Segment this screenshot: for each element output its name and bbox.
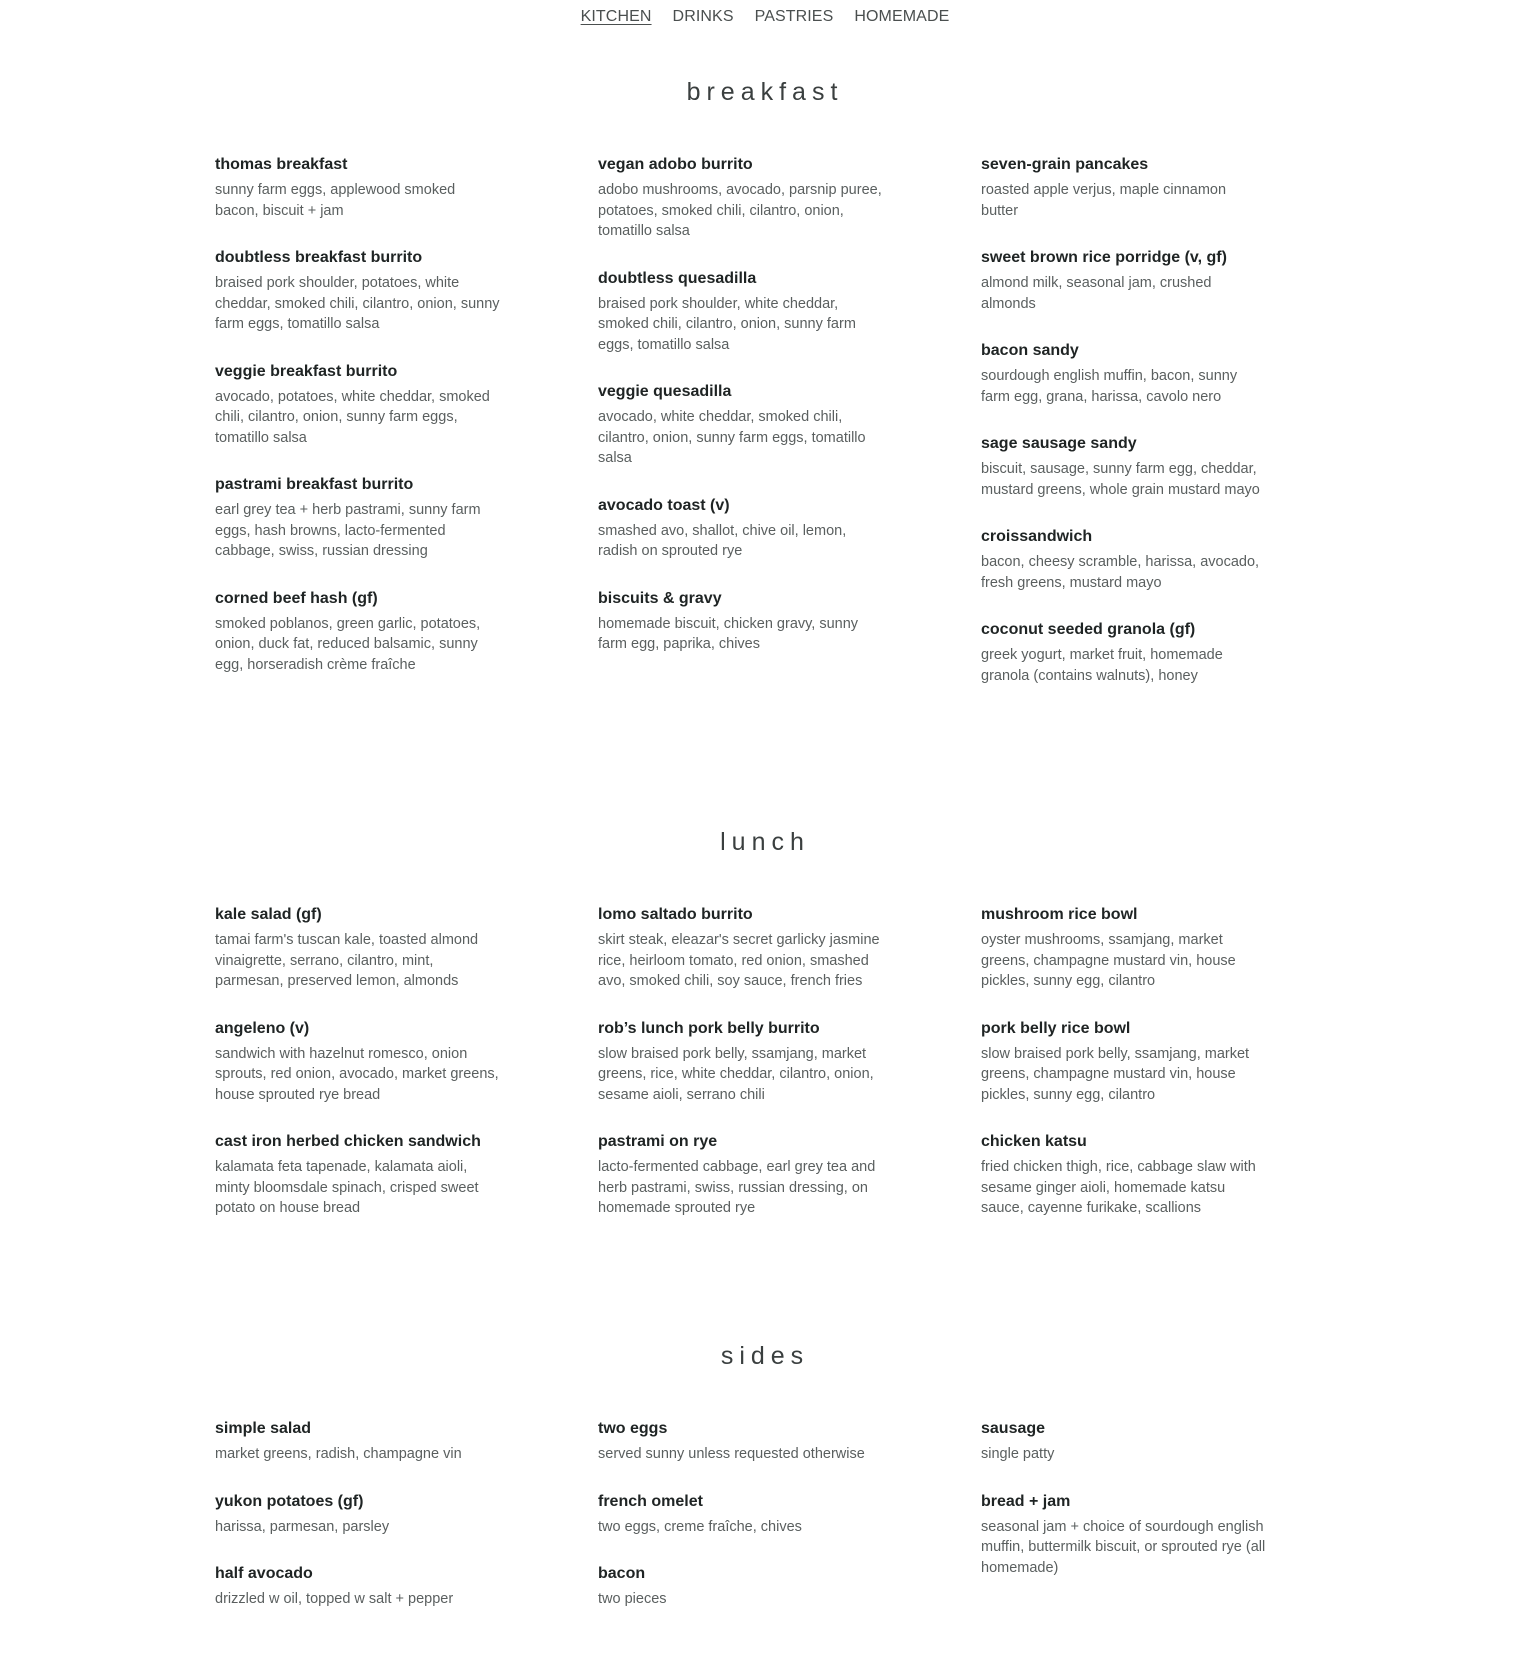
menu-item <box>981 433 1266 500</box>
item-name: bacon <box>598 1565 646 1582</box>
menu-item <box>981 1131 1266 1219</box>
item-description: sandwich with hazelnut romesco, onion sprouts, red onion, avocado, market greens, house sprouted rye bread <box>215 1045 499 1103</box>
item-name: thomas breakfast <box>215 156 348 173</box>
item-description: smashed avo, shallot, chive oil, lemon, radish on sprouted rye <box>598 522 847 559</box>
item-description: bacon, cheesy scramble, harissa, avocado, fresh greens, mustard mayo <box>981 554 1260 591</box>
item-name: croissandwich <box>981 528 1093 545</box>
menu-item <box>598 1418 883 1465</box>
item-name: bacon sandy <box>981 342 1079 359</box>
item-name: sweet brown rice porridge (v, gf) <box>981 249 1227 266</box>
item-description: almond milk, seasonal jam, crushed almonds <box>981 275 1212 312</box>
menu-item <box>215 361 500 449</box>
item-name: biscuits & gravy <box>598 589 722 607</box>
item-description: earl grey tea + herb pastrami, sunny farm eggs, hash browns, lacto-fermented cabbage, swiss, russian dressing <box>215 502 481 559</box>
item-description: avocado, white cheddar, smoked chili, cilantro, onion, sunny farm eggs, tomatillo salsa <box>598 409 866 466</box>
item-description: smoked poblanos, green garlic, potatoes, onion, duck fat, reduced balsamic, sunny egg, horseradish crème fraîche <box>215 615 481 673</box>
menu-item <box>981 1491 1266 1579</box>
item-name: coconut seeded granola (gf) <box>981 621 1196 638</box>
item-name: rob’s lunch pork belly burrito <box>598 1019 820 1037</box>
menu-item <box>981 904 1266 992</box>
item-description: kalamata feta tapenade, kalamata aioli, minty bloomsdale spinach, crisped sweet potato on house bread <box>215 1159 479 1216</box>
menu-column <box>215 1418 598 1636</box>
menu-item <box>981 154 1266 221</box>
item-name: bread + jam <box>981 1492 1071 1510</box>
item-name: half avocado <box>215 1565 313 1582</box>
item-description: greek yogurt, market fruit, homemade granola (contains walnuts), honey <box>981 647 1223 684</box>
nav-drinks-link[interactable]: DRINKS <box>672 8 734 25</box>
menu-column <box>981 904 1315 1245</box>
item-name: lomo saltado burrito <box>598 906 753 923</box>
item-name: angeleno (v) <box>215 1019 310 1037</box>
item-name: french omelet <box>598 1492 703 1510</box>
item-description: slow braised pork belly, ssamjang, market greens, rice, white cheddar, cilantro, onion, sesame aioli, serrano chili <box>598 1045 874 1103</box>
menu-item <box>215 1563 500 1610</box>
menu-item <box>598 1491 883 1538</box>
item-description: lacto-fermented cabbage, earl grey tea and herb pastrami, swiss, russian dressing, on homemade sprouted rye <box>598 1159 876 1216</box>
item-name: doubtless quesadilla <box>598 269 757 287</box>
menu-item <box>215 1018 500 1106</box>
item-description: slow braised pork belly, ssamjang, market greens, champagne mustard vin, house pickles, sunny egg, cilantro <box>981 1045 1250 1103</box>
menu-column <box>598 904 981 1245</box>
item-description: drizzled w oil, topped w salt + pepper <box>215 1591 454 1607</box>
nav-pastries-link[interactable]: PASTRIES <box>754 8 834 25</box>
menu-column <box>215 904 598 1245</box>
item-description: adobo mushrooms, avocado, parsnip puree, potatoes, smoked chili, cilantro, onion, tomatillo salsa <box>598 182 882 239</box>
sides-grid <box>215 1418 1315 1636</box>
menu-column <box>981 154 1315 712</box>
menu-item <box>215 904 500 992</box>
item-description: biscuit, sausage, sunny farm egg, cheddar, mustard greens, whole grain mustard mayo <box>981 461 1260 498</box>
menu-item <box>215 154 500 221</box>
item-description: roasted apple verjus, maple cinnamon butter <box>981 182 1227 219</box>
menu-item <box>981 247 1266 314</box>
item-name: doubtless breakfast burrito <box>215 249 423 266</box>
item-name: corned beef hash (gf) <box>215 589 378 607</box>
menu-item <box>215 588 500 676</box>
menu-item <box>598 381 883 469</box>
item-name: two eggs <box>598 1420 668 1437</box>
item-description: sunny farm eggs, applewood smoked bacon, biscuit + jam <box>215 182 456 219</box>
item-name: seven-grain pancakes <box>981 156 1149 173</box>
nav-homemade-link[interactable]: HOMEMADE <box>854 8 950 25</box>
menu-item <box>598 268 883 356</box>
lunch-grid <box>215 904 1315 1245</box>
item-name: pastrami on rye <box>598 1133 718 1150</box>
item-description: single patty <box>981 1446 1055 1462</box>
item-name: pork belly rice bowl <box>981 1019 1131 1037</box>
item-description: braised pork shoulder, potatoes, white cheddar, smoked chili, cilantro, onion, sunny farm eggs, tomatillo salsa <box>215 275 500 332</box>
item-description: tamai farm's tuscan kale, toasted almond vinaigrette, serrano, cilantro, mint, parmesan, preserved lemon, almonds <box>215 932 479 989</box>
menu-item <box>598 1563 883 1610</box>
item-name: veggie quesadilla <box>598 383 732 400</box>
item-description: braised pork shoulder, white cheddar, smoked chili, cilantro, onion, sunny farm eggs, tomatillo salsa <box>598 295 856 353</box>
item-description: two pieces <box>598 1591 667 1607</box>
section-title-sides: sides <box>720 1342 810 1370</box>
menu-item <box>215 1418 500 1465</box>
item-name: avocado toast (v) <box>598 496 730 514</box>
section-title-breakfast: breakfast <box>686 78 844 106</box>
item-description: fried chicken thigh, rice, cabbage slaw with sesame ginger aioli, homemade katsu sauce, cayenne furikake, scallions <box>981 1159 1256 1216</box>
section-title-lunch: lunch <box>720 828 810 856</box>
menu-item <box>598 588 883 655</box>
menu-item <box>981 1018 1266 1106</box>
item-name: kale salad (gf) <box>215 906 322 923</box>
menu-item <box>598 1018 883 1106</box>
nav-links <box>581 8 950 26</box>
item-description: homemade biscuit, chicken gravy, sunny farm egg, paprika, chives <box>598 615 859 652</box>
item-name: veggie breakfast burrito <box>215 362 398 380</box>
item-name: yukon potatoes (gf) <box>215 1492 364 1510</box>
item-name: chicken katsu <box>981 1133 1087 1150</box>
menu-column <box>598 154 981 712</box>
menu-column <box>215 154 598 712</box>
item-name: sage sausage sandy <box>981 435 1137 452</box>
item-name: cast iron herbed chicken sandwich <box>215 1133 481 1150</box>
menu-item <box>215 1491 500 1538</box>
menu-item <box>598 154 883 242</box>
menu-item <box>981 1418 1266 1465</box>
menu-item <box>981 619 1266 686</box>
menu-item <box>215 247 500 335</box>
item-description: skirt steak, eleazar's secret garlicky jasmine rice, heirloom tomato, red onion, smashed avo, smoked chili, soy sauce, french fries <box>598 932 880 989</box>
menu-item <box>981 340 1266 407</box>
breakfast-grid <box>215 154 1315 712</box>
item-description: harissa, parmesan, parsley <box>215 1518 390 1535</box>
item-description: market greens, radish, champagne vin <box>215 1446 462 1462</box>
item-name: mushroom rice bowl <box>981 906 1138 923</box>
menu-item <box>215 474 500 562</box>
nav-kitchen-link[interactable]: KITCHEN <box>580 8 652 25</box>
menu-column <box>598 1418 981 1636</box>
item-description: two eggs, creme fraîche, chives <box>598 1518 802 1535</box>
item-description: oyster mushrooms, ssamjang, market greens, champagne mustard vin, house pickles, sunny egg, cilantro <box>981 932 1236 989</box>
item-name: sausage <box>981 1420 1046 1437</box>
menu-item <box>215 1131 500 1219</box>
item-description: seasonal jam + choice of sourdough english muffin, buttermilk biscuit, or sprouted rye (all homemade) <box>981 1518 1266 1576</box>
item-name: pastrami breakfast burrito <box>215 476 414 493</box>
menu-item <box>981 526 1266 593</box>
menu-item <box>598 495 883 562</box>
item-description: avocado, potatoes, white cheddar, smoked chili, cilantro, onion, sunny farm eggs, tomatillo salsa <box>215 388 490 446</box>
menu-column <box>981 1418 1315 1636</box>
item-description: served sunny unless requested otherwise <box>598 1446 865 1462</box>
item-name: simple salad <box>215 1420 312 1437</box>
menu-item <box>598 1131 883 1219</box>
menu-item <box>598 904 883 992</box>
item-description: sourdough english muffin, bacon, sunny farm egg, grana, harissa, cavolo nero <box>981 368 1238 405</box>
top-nav <box>0 8 1530 26</box>
item-name: vegan adobo burrito <box>598 156 753 173</box>
